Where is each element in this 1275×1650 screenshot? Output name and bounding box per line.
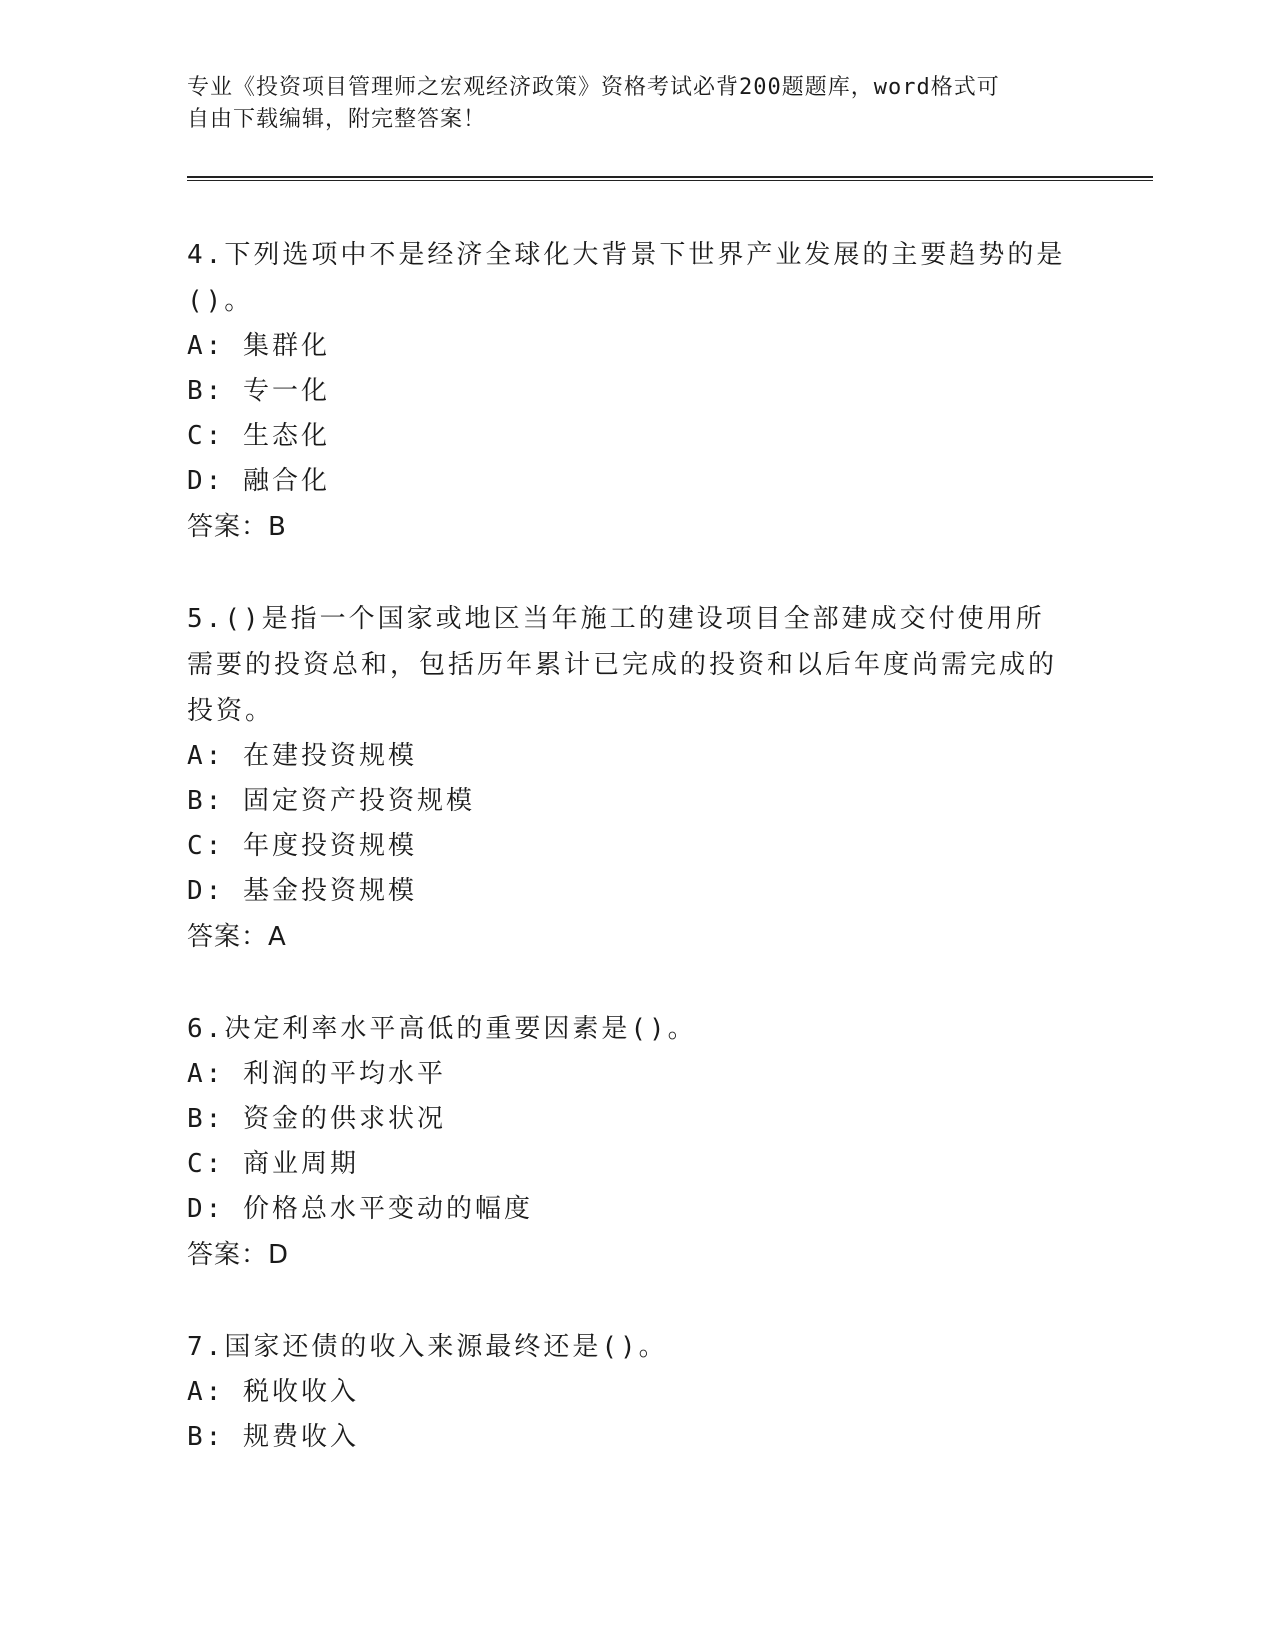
option-a <box>187 734 1067 779</box>
question-6 <box>187 1006 1067 1278</box>
option-text: 融合化 <box>242 466 330 496</box>
option-label: B: <box>187 1104 225 1134</box>
question-text <box>187 1006 1067 1052</box>
question-text <box>187 1324 1067 1370</box>
option-a <box>187 1370 1067 1415</box>
option-label: B: <box>187 376 225 406</box>
option-text: 固定资产投资规模 <box>242 786 475 816</box>
question-number: 4. <box>187 240 225 270</box>
option-a <box>187 1052 1067 1097</box>
question-number: 6. <box>187 1014 225 1044</box>
question-7 <box>187 1324 1067 1460</box>
question-stem: 决定利率水平高低的重要因素是()。 <box>224 1014 697 1044</box>
option-c <box>187 1142 1067 1187</box>
header-line-1: 专业《投资项目管理师之宏观经济政策》资格考试必背200题题库，word格式可 <box>187 75 1000 100</box>
option-label: A: <box>187 331 225 361</box>
option-text: 基金投资规模 <box>242 876 417 906</box>
option-text: 专一化 <box>242 376 330 406</box>
question-list <box>187 232 1067 1506</box>
answer: 答案：A <box>187 922 287 952</box>
option-text: 价格总水平变动的幅度 <box>242 1194 533 1224</box>
option-label: A: <box>187 1059 225 1089</box>
option-a <box>187 324 1067 369</box>
option-text: 资金的供求状况 <box>242 1104 446 1134</box>
question-stem: ()是指一个国家或地区当年施工的建设项目全部建成交付使用所需要的投资总和，包括历年累计已完成的投资和以后年度尚需完成的投资。 <box>187 604 1058 726</box>
question-5 <box>187 596 1067 960</box>
option-b <box>187 1415 1067 1460</box>
option-text: 规费收入 <box>242 1422 359 1452</box>
option-text: 年度投资规模 <box>242 831 417 861</box>
option-c <box>187 414 1067 459</box>
header-divider <box>187 176 1153 181</box>
option-d <box>187 459 1067 504</box>
option-label: B: <box>187 786 225 816</box>
option-text: 税收收入 <box>242 1377 359 1407</box>
answer: 答案：D <box>187 1240 290 1270</box>
header-line-2: 自由下载编辑，附完整答案！ <box>187 107 487 132</box>
document-header <box>187 72 1067 136</box>
option-label: D: <box>187 1194 225 1224</box>
question-text <box>187 596 1067 734</box>
option-text: 利润的平均水平 <box>242 1059 446 1089</box>
option-label: B: <box>187 1422 225 1452</box>
question-stem: 下列选项中不是经济全球化大背景下世界产业发展的主要趋势的是()。 <box>187 240 1066 316</box>
answer: 答案：B <box>187 512 287 542</box>
option-text: 在建投资规模 <box>242 741 417 771</box>
option-d <box>187 869 1067 914</box>
option-label: D: <box>187 876 225 906</box>
option-label: C: <box>187 1149 225 1179</box>
option-label: A: <box>187 1377 225 1407</box>
question-number: 5. <box>187 604 225 634</box>
question-stem: 国家还债的收入来源最终还是()。 <box>224 1332 668 1362</box>
question-text <box>187 232 1067 324</box>
option-label: C: <box>187 831 225 861</box>
option-b <box>187 369 1067 414</box>
option-label: D: <box>187 466 225 496</box>
option-b <box>187 779 1067 824</box>
option-c <box>187 824 1067 869</box>
option-text: 生态化 <box>242 421 330 451</box>
option-text: 商业周期 <box>242 1149 359 1179</box>
option-text: 集群化 <box>242 331 330 361</box>
option-label: C: <box>187 421 225 451</box>
question-4 <box>187 232 1067 550</box>
option-d <box>187 1187 1067 1232</box>
option-b <box>187 1097 1067 1142</box>
option-label: A: <box>187 741 225 771</box>
question-number: 7. <box>187 1332 225 1362</box>
